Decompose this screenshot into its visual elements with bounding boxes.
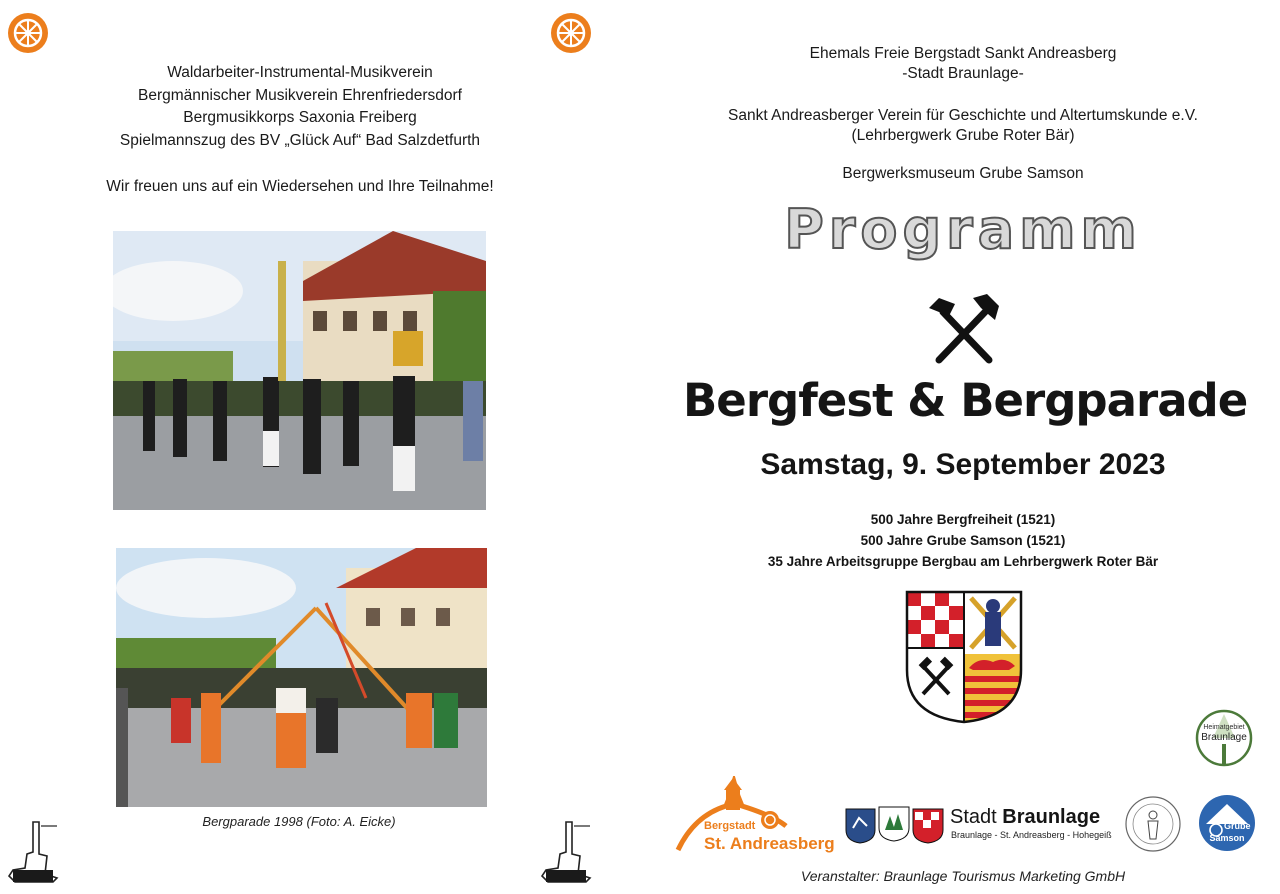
- parade-photo-2: [116, 548, 487, 807]
- braunlage-prefix: Stadt: [950, 806, 997, 828]
- org-line: (Lehrbergwerk Grube Roter Bär): [851, 127, 1075, 144]
- organizer-block: [683, 44, 1243, 184]
- event-date: Samstag, 9. September 2023: [760, 448, 1166, 481]
- org-line: Sankt Andreasberger Verein für Geschichte und Altertumskunde e.V.: [728, 106, 1198, 124]
- org-line: Bergwerksmuseum Grube Samson: [842, 164, 1084, 182]
- heimatgebiet-big-text: Braunlage: [1201, 732, 1247, 743]
- samson-text: Samson: [1209, 833, 1245, 843]
- braunlage-crests-icon: [845, 806, 945, 844]
- heimatgebiet-small-text: Heimatgebiet: [1203, 724, 1245, 731]
- band-list: [90, 62, 510, 152]
- org-line: Ehemals Freie Bergstadt Sankt Andreasberg: [809, 45, 1117, 62]
- event-title: Bergfest & Bergparade: [683, 374, 1248, 427]
- grube-text: Grube: [1224, 821, 1251, 831]
- seal-logo: [1124, 795, 1182, 853]
- wheel-logo-icon: [551, 13, 591, 53]
- braunlage-subtitle: Braunlage - St. Andreasberg - Hohegeiß: [951, 830, 1112, 840]
- heimatgebiet-logo: [1195, 708, 1253, 768]
- wheel-logo-icon: [8, 13, 48, 53]
- anniversary-item: 35 Jahre Arbeitsgruppe Bergbau am Lehrbergwerk Roter Bär: [767, 554, 1159, 569]
- bergstadt-logo: [674, 776, 835, 856]
- bergstadt-small-text: Bergstadt: [704, 820, 756, 832]
- bergstadt-big-text: St. Andreasberg: [704, 834, 835, 853]
- grube-samson-logo: [1198, 794, 1256, 852]
- hammer-and-pick-icon: [927, 294, 1001, 364]
- band-item: Waldarbeiter-Instrumental-Musikverein: [167, 64, 433, 81]
- coat-of-arms-icon: [905, 590, 1023, 724]
- organizer-credit: Veranstalter: Braunlage Tourismus Marketing GmbH: [800, 868, 1126, 884]
- org-line: -Stadt Braunlage-: [902, 64, 1024, 82]
- anniversary-item: 500 Jahre Bergfreiheit (1521): [870, 512, 1056, 527]
- closing-text: Wir freuen uns auf ein Wiedersehen und Ihre Teilnahme!: [106, 178, 494, 195]
- parade-photo-1: [113, 231, 486, 510]
- miner-figure-icon: [5, 818, 63, 884]
- braunlage-title: [950, 806, 1100, 829]
- anniversary-item: 500 Jahre Grube Samson (1521): [860, 533, 1066, 548]
- band-item: Bergmännischer Musikverein Ehrenfriedersdorf: [138, 86, 462, 104]
- braunlage-name: Braunlage: [1002, 806, 1101, 828]
- band-item: Bergmusikkorps Saxonia Freiberg: [183, 109, 417, 126]
- anniversary-list: [683, 509, 1243, 572]
- photo-caption: Bergparade 1998 (Foto: A. Eicke): [202, 814, 396, 829]
- band-item: Spielmannszug des BV „Glück Auf“ Bad Salzdetfurth: [119, 131, 481, 149]
- program-heading: Programm: [784, 198, 1142, 261]
- miner-figure-icon: [538, 818, 596, 884]
